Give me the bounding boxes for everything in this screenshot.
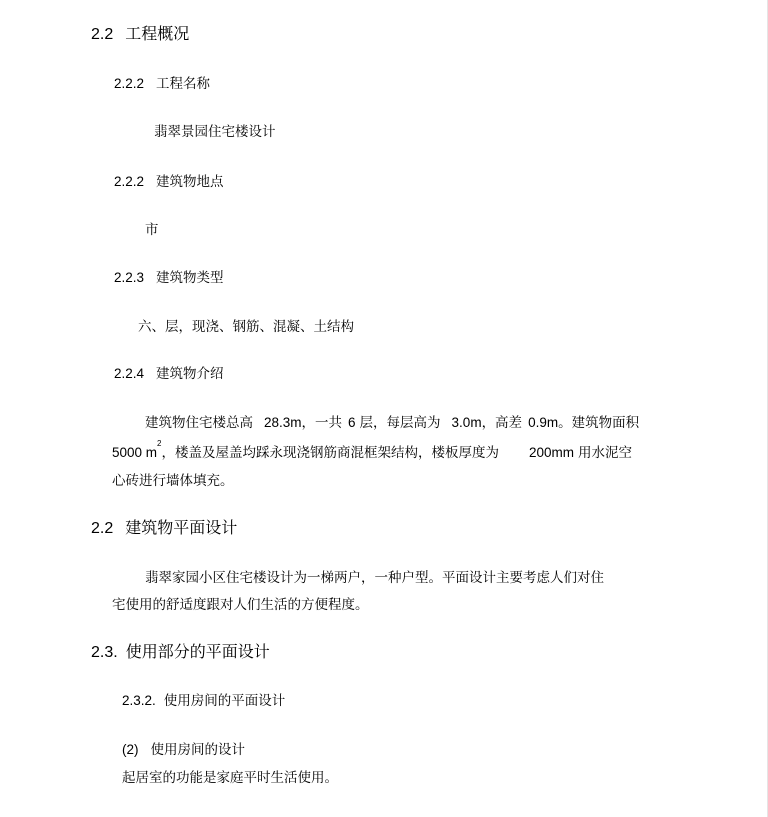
heading-2-2-2-project-name xyxy=(114,72,210,92)
heading-2-2-2-location xyxy=(114,170,224,190)
intro-text: 建筑物住宅楼总高 xyxy=(145,415,253,431)
heading-number: 2.2 xyxy=(91,26,114,43)
heading-number: 2.2.2 xyxy=(114,174,145,189)
heading-title: 使用房间的平面设计 xyxy=(163,693,286,709)
heading-2-2-plan-design xyxy=(91,515,237,538)
heading-2-2-3-building-type xyxy=(114,266,224,286)
living-room-text: 起居室的功能是家庭平时生活使用。 xyxy=(122,770,338,786)
area-superscript: 2 xyxy=(157,439,162,448)
floor-height-value: 3.0m xyxy=(451,415,482,430)
heading-title: 使用部分的平面设计 xyxy=(125,642,270,661)
heading-title: 使用房间的设计 xyxy=(150,742,245,758)
area-value: 5000 m xyxy=(112,445,158,460)
plan-design-line-2: 宅使用的舒适度跟对人们生活的方便程度。 xyxy=(112,597,369,613)
intro-text: ，一共 xyxy=(301,415,343,431)
heading-number: 2.2 xyxy=(91,520,114,537)
slab-thickness-value: 200mm xyxy=(528,445,574,460)
intro-line-3: 心砖进行墙体填充。 xyxy=(112,473,234,489)
intro-text: 层，每层高为 xyxy=(359,415,441,431)
plan-design-line-1: 翡翠家园小区住宅楼设计为一梯两户，一种户型。平面设计主要考虑人们对住 xyxy=(145,570,604,586)
heading-title: 建筑物平面设计 xyxy=(125,518,238,537)
location-text: 市 xyxy=(145,222,159,238)
heading-title: 建筑物类型 xyxy=(156,270,224,286)
heading-2-2-4-building-intro xyxy=(114,362,224,382)
floor-count-value: 6 xyxy=(348,415,356,430)
heading-2-3-usage-plan xyxy=(91,639,270,662)
intro-text: ，高差 xyxy=(481,415,523,431)
heading-number: 2.3. xyxy=(91,644,118,661)
intro-text: ，楼盖及屋盖均踩永现浇钢筋商混框架结构，楼板厚度为 xyxy=(161,445,499,461)
heading-number: 2.2.4 xyxy=(114,366,145,381)
total-height-value: 28.3m xyxy=(264,415,302,430)
intro-text: 用水泥空 xyxy=(578,445,632,461)
heading-number: 2.3.2. xyxy=(122,693,156,708)
heading-2-room-design xyxy=(122,738,245,758)
height-difference-value: 0.9m xyxy=(528,415,559,430)
heading-2-2-overview xyxy=(91,21,189,44)
heading-2-3-2-room-plan xyxy=(122,689,285,709)
project-name-text: 翡翠景园住宅楼设计 xyxy=(154,124,276,140)
heading-title: 建筑物介绍 xyxy=(156,366,224,382)
heading-title: 建筑物地点 xyxy=(156,174,224,190)
heading-title: 工程概况 xyxy=(125,24,190,43)
heading-title: 工程名称 xyxy=(156,76,211,92)
heading-number: (2) xyxy=(122,742,139,757)
heading-number: 2.2.2 xyxy=(114,76,145,91)
intro-line-1 xyxy=(145,411,639,431)
heading-number: 2.2.3 xyxy=(114,270,145,285)
intro-text: 。建筑物面积 xyxy=(558,415,640,431)
building-type-text: 六、层，现浇、钢筋、混凝、土结构 xyxy=(138,319,354,335)
intro-line-2 xyxy=(112,441,632,461)
